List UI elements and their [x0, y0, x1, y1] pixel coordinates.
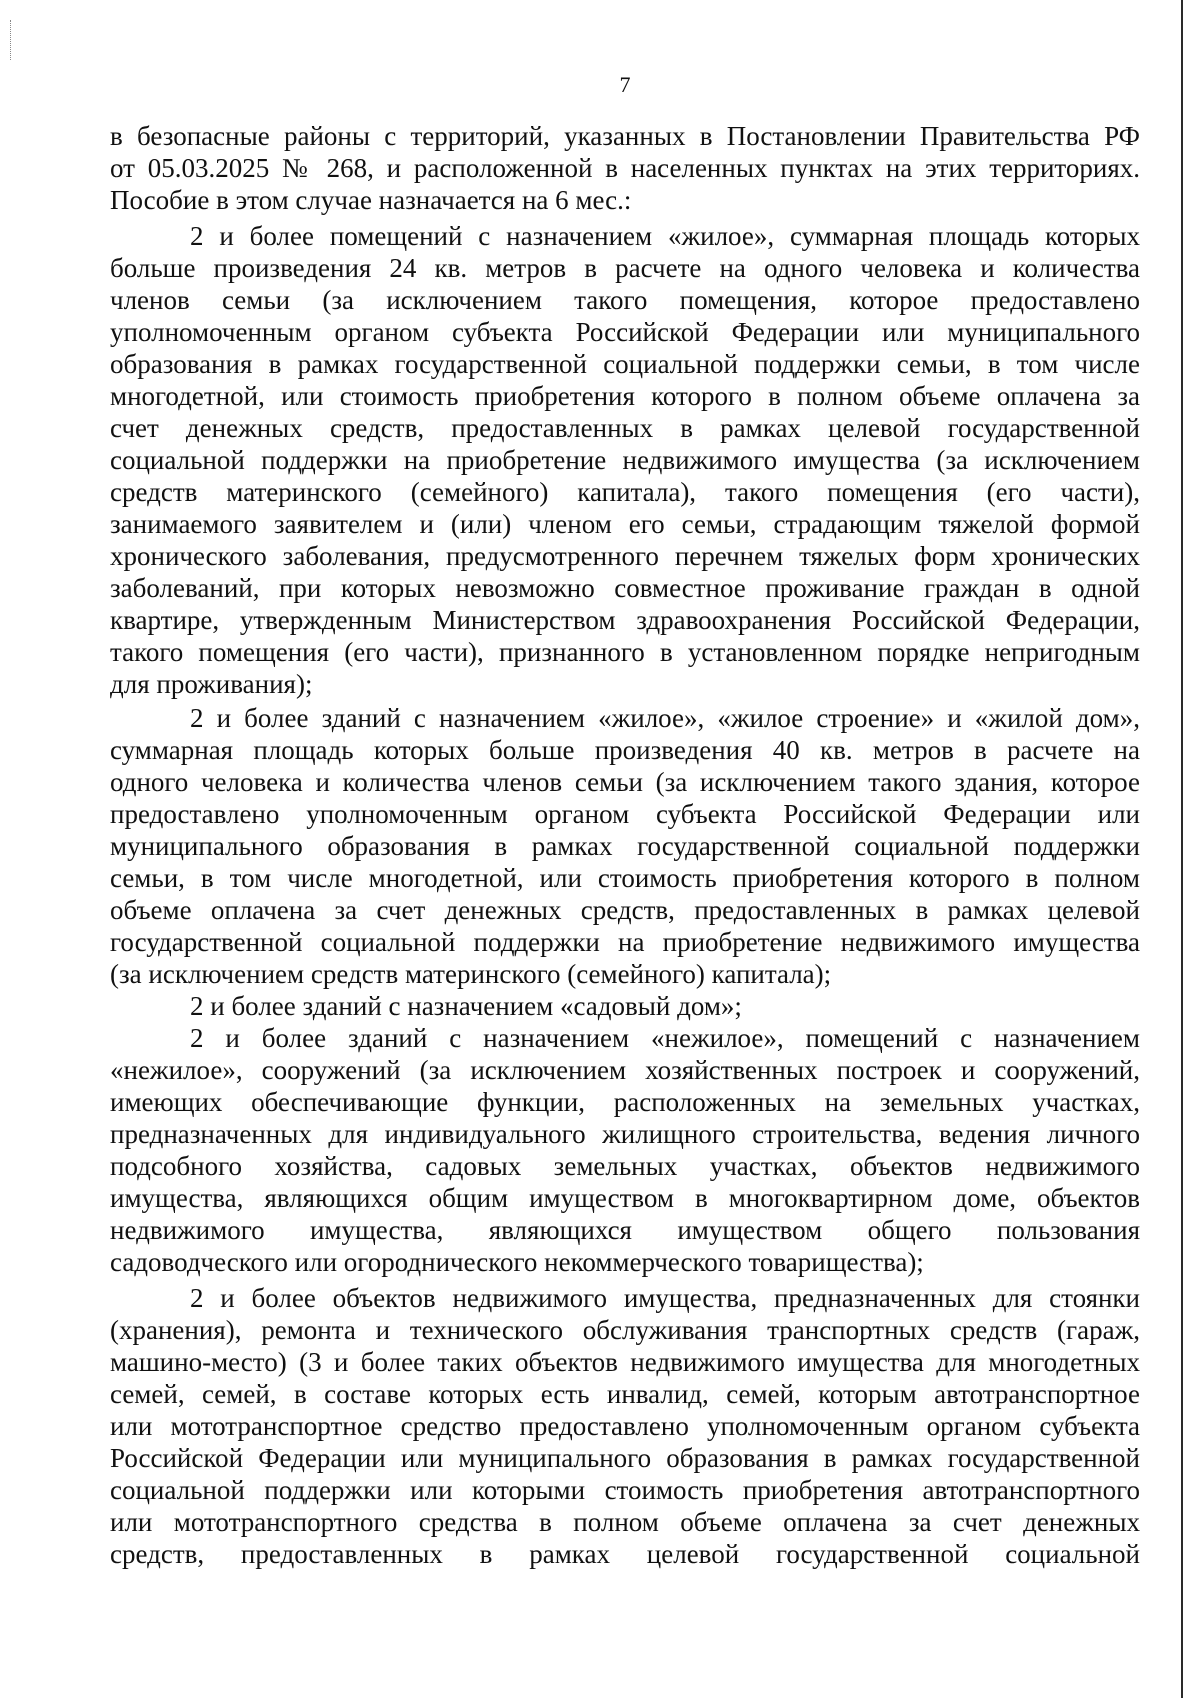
text-line: семей, семей, в составе которых есть инвалид, семей, которым автотранспортное	[110, 1379, 1140, 1409]
text-line: хронического заболевания, предусмотренного перечнем тяжелых форм хронических	[110, 541, 1140, 571]
text-line: для проживания);	[110, 669, 313, 699]
text-line: в безопасные районы с территорий, указанных в Постановлении Правительства РФ	[110, 121, 1140, 151]
text-line: «нежилое», сооружений (за исключением хозяйственных построек и сооружений,	[110, 1055, 1140, 1085]
text-line: квартире, утвержденным Министерством здравоохранения Российской Федерации,	[110, 605, 1140, 635]
text-line: такого помещения (его части), признанного в установленном порядке непригодным	[110, 637, 1140, 667]
text-line: Пособие в этом случае назначается на 6 мес.:	[110, 185, 632, 215]
text-line: суммарная площадь которых больше произведения 40 кв. метров в расчете на	[110, 735, 1140, 765]
text-line: средств, предоставленных в рамках целевой государственной социальной	[110, 1539, 1140, 1569]
paragraph-first-line: 2 и более помещений с назначением «жилое», суммарная площадь которых	[190, 221, 1140, 251]
text-line: средств материнского (семейного) капитала), такого помещения (его части),	[110, 477, 1140, 507]
text-line: семьи, в том числе многодетной, или стоимость приобретения которого в полном	[110, 863, 1140, 893]
text-line: предназначенных для индивидуального жилищного строительства, ведения личного	[110, 1119, 1140, 1149]
text-line: или мототранспортного средства в полном объеме оплачена за счет денежных	[110, 1507, 1140, 1537]
text-line: или мототранспортное средство предоставлено уполномоченным органом субъекта	[110, 1411, 1140, 1441]
text-line: подсобного хозяйства, садовых земельных участках, объектов недвижимого	[110, 1151, 1140, 1181]
paragraph-first-line: 2 и более объектов недвижимого имущества, предназначенных для стоянки	[190, 1283, 1140, 1313]
text-line: социальной поддержки на приобретение недвижимого имущества (за исключением	[110, 445, 1140, 475]
text-line: муниципального образования в рамках государственной социальной поддержки	[110, 831, 1140, 861]
text-line: многодетной, или стоимость приобретения которого в полном объеме оплачена за	[110, 381, 1140, 411]
text-line: государственной социальной поддержки на приобретение недвижимого имущества	[110, 927, 1140, 957]
paragraph-first-line: 2 и более зданий с назначением «нежилое», помещений с назначением	[190, 1023, 1140, 1053]
text-line: членов семьи (за исключением такого помещения, которое предоставлено	[110, 285, 1140, 315]
text-line: (хранения), ремонта и технического обслуживания транспортных средств (гараж,	[110, 1315, 1140, 1345]
text-line: образования в рамках государственной социальной поддержки семьи, в том числе	[110, 349, 1140, 379]
text-line: от 05.03.2025 № 268, и расположенной в населенных пунктах на этих территориях.	[110, 153, 1140, 183]
text-line: объеме оплачена за счет денежных средств, предоставленных в рамках целевой	[110, 895, 1140, 925]
text-line: одного человека и количества членов семьи (за исключением такого здания, которое	[110, 767, 1140, 797]
text-line: имеющих обеспечивающие функции, расположенных на земельных участках,	[110, 1087, 1140, 1117]
text-line: уполномоченным органом субъекта Российской Федерации или муниципального	[110, 317, 1140, 347]
text-line: счет денежных средств, предоставленных в рамках целевой государственной	[110, 413, 1140, 443]
paragraph-first-line: 2 и более зданий с назначением «садовый дом»;	[190, 991, 742, 1021]
text-line: социальной поддержки или которыми стоимость приобретения автотранспортного	[110, 1475, 1140, 1505]
text-line: Российской Федерации или муниципального образования в рамках государственной	[110, 1443, 1140, 1473]
text-line: садоводческого или огороднического некоммерческого товарищества);	[110, 1247, 924, 1277]
text-line: больше произведения 24 кв. метров в расчете на одного человека и количества	[110, 253, 1140, 283]
text-line: заболеваний, при которых невозможно совместное проживание граждан в одной	[110, 573, 1140, 603]
page-number: 7	[619, 72, 631, 97]
text-line: имущества, являющихся общим имуществом в многоквартирном доме, объектов	[110, 1183, 1140, 1213]
text-line: занимаемого заявителем и (или) членом его семьи, страдающим тяжелой формой	[110, 509, 1140, 539]
text-line: предоставлено уполномоченным органом субъекта Российской Федерации или	[110, 799, 1140, 829]
text-line: (за исключением средств материнского (семейного) капитала);	[110, 959, 832, 989]
text-line: машино-место) (3 и более таких объектов недвижимого имущества для многодетных	[110, 1347, 1140, 1377]
text-line: недвижимого имущества, являющихся имуществом общего пользования	[110, 1215, 1140, 1245]
paragraph-first-line: 2 и более зданий с назначением «жилое», «жилое строение» и «жилой дом»,	[190, 703, 1140, 733]
